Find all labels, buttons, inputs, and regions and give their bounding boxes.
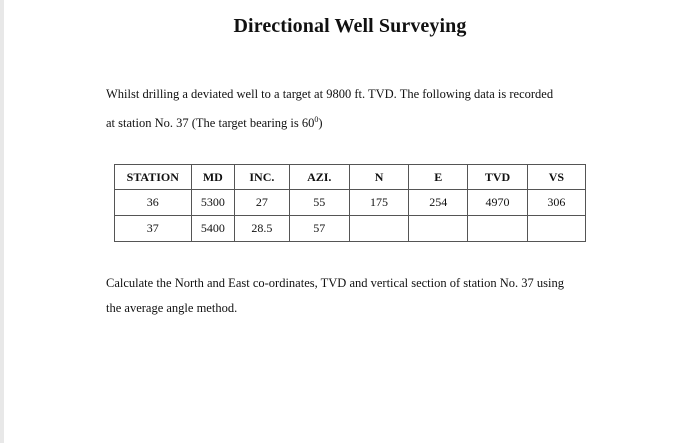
table-cell: 55: [289, 190, 349, 216]
table-row: [115, 216, 586, 242]
intro-line-2: [106, 107, 626, 136]
intro-paragraph: [106, 82, 626, 136]
intro-line-2-end: ): [318, 116, 323, 131]
table-cell-empty: [409, 216, 468, 242]
table-cell: 57: [289, 216, 349, 242]
table-row: [115, 190, 586, 216]
table-cell: 28.5: [235, 216, 289, 242]
question-paragraph: [106, 271, 626, 321]
header-e: E: [409, 165, 468, 190]
table-cell: 5300: [191, 190, 235, 216]
question-line-2: the average angle method.: [106, 301, 238, 315]
degree-superscript: 0: [314, 115, 319, 124]
intro-line-2-text: at station No. 37 (The target bearing is 60: [106, 116, 315, 131]
intro-line-1: Whilst drilling a deviated well to a target at 9800 ft. TVD. The following data is recorded: [106, 87, 554, 101]
question-line-1: Calculate the North and East co-ordinates, TVD and vertical section of station No. 37 using: [106, 276, 564, 290]
table-cell: 37: [115, 216, 192, 242]
page-title: Directional Well Surveying: [233, 15, 467, 37]
header-tvd: TVD: [468, 165, 527, 190]
left-border-strip: [0, 0, 4, 443]
table-cell: 306: [527, 190, 585, 216]
header-azi: AZI.: [289, 165, 349, 190]
table-cell-empty: [527, 216, 585, 242]
table-cell: 175: [349, 190, 408, 216]
header-vs: VS: [527, 165, 585, 190]
header-inc: INC.: [235, 165, 289, 190]
table-cell: 27: [235, 190, 289, 216]
table-cell-empty: [468, 216, 527, 242]
survey-table: [114, 164, 586, 242]
header-station: STATION: [115, 165, 192, 190]
table-cell: 254: [409, 190, 468, 216]
header-md: MD: [191, 165, 235, 190]
table-cell: 4970: [468, 190, 527, 216]
header-n: N: [349, 165, 408, 190]
table-header-row: [115, 165, 586, 190]
table-cell: 36: [115, 190, 192, 216]
table-cell-empty: [349, 216, 408, 242]
table-cell: 5400: [191, 216, 235, 242]
